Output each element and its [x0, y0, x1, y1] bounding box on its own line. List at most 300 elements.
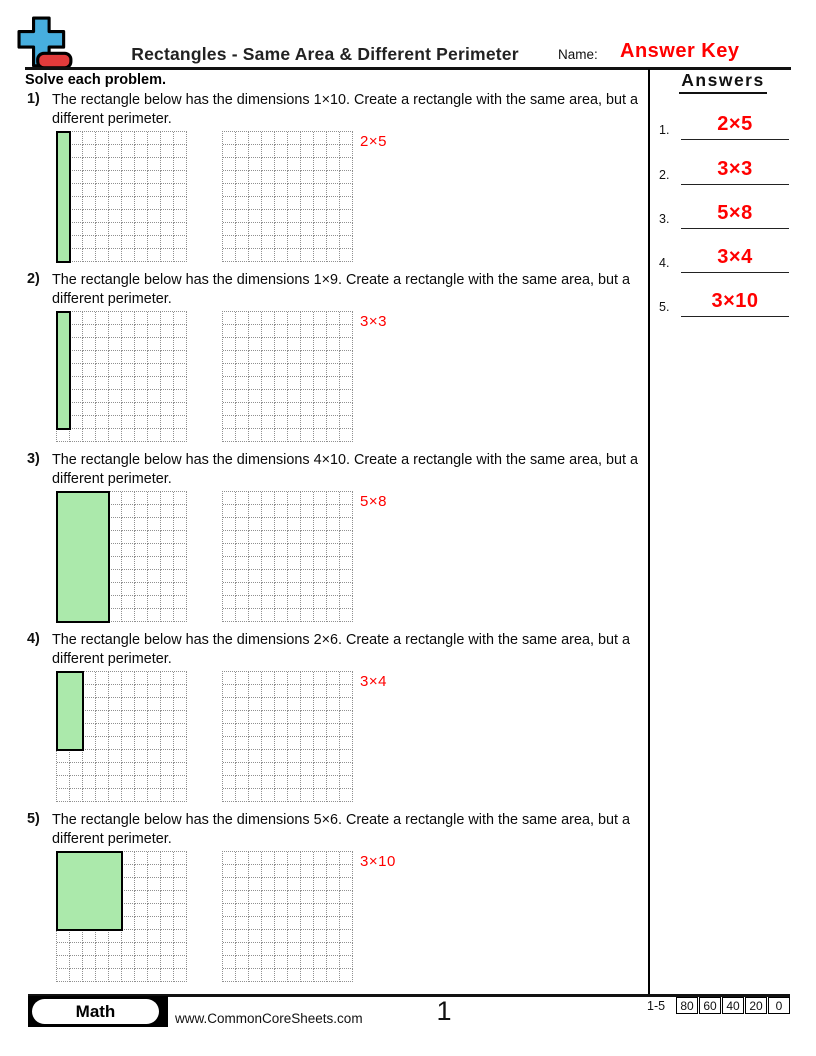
- grid-cell: [301, 865, 314, 878]
- grid-cell: [249, 197, 262, 210]
- grid-cell: [223, 338, 236, 351]
- grid-cell: [122, 750, 135, 763]
- grid-cell: [57, 969, 70, 982]
- grid-cell: [249, 570, 262, 583]
- grid-cell: [96, 312, 109, 325]
- grid-cell: [174, 492, 187, 505]
- grid-cell: [301, 171, 314, 184]
- grid-cell: [223, 557, 236, 570]
- grid-cell: [109, 223, 122, 236]
- grid-cell: [109, 570, 122, 583]
- grid-cell: [135, 197, 148, 210]
- grid-cell: [70, 416, 83, 429]
- answer-blank-line: [681, 202, 789, 229]
- grid-cell: [236, 236, 249, 249]
- grid-cell: [223, 583, 236, 596]
- problem-5: [25, 811, 640, 987]
- grid-cell: [288, 711, 301, 724]
- answer-value: 5×8: [717, 202, 753, 224]
- grid-cell: [148, 416, 161, 429]
- grid-cell: [96, 132, 109, 145]
- grid-cell: [262, 891, 275, 904]
- grid-cell: [249, 236, 262, 249]
- grid-cell: [83, 930, 96, 943]
- grid-cell: [262, 132, 275, 145]
- grid-cell: [148, 145, 161, 158]
- grid-cell: [262, 763, 275, 776]
- grid-cell: [236, 171, 249, 184]
- grid-cell: [83, 969, 96, 982]
- grid-cell: [288, 930, 301, 943]
- grid-cell: [275, 325, 288, 338]
- grid-cell: [262, 351, 275, 364]
- score-table: [676, 997, 790, 1014]
- grid-cell: [122, 583, 135, 596]
- grid-cell: [236, 878, 249, 891]
- grid-cell: [249, 429, 262, 442]
- grid-cell: [223, 969, 236, 982]
- grid-cell: [161, 865, 174, 878]
- grid-cell: [327, 544, 340, 557]
- grid-cell: [223, 158, 236, 171]
- dot-grid-empty: [222, 851, 353, 982]
- grid-cell: [327, 197, 340, 210]
- grid-cell: [275, 711, 288, 724]
- grid-cell: [174, 852, 187, 865]
- grid-cell: [161, 596, 174, 609]
- grid-cell: [288, 390, 301, 403]
- grid-cell: [301, 351, 314, 364]
- grid-cell: [249, 492, 262, 505]
- grid-cell: [249, 416, 262, 429]
- grid-cell: [148, 223, 161, 236]
- answer-value: 3×4: [717, 246, 753, 268]
- grid-cell: [96, 711, 109, 724]
- grid-cell: [301, 364, 314, 377]
- grid-cell: [249, 672, 262, 685]
- grid-cell: [340, 878, 353, 891]
- grid-cell: [340, 698, 353, 711]
- grid-cell: [275, 852, 288, 865]
- grid-cell: [249, 364, 262, 377]
- grid-cell: [70, 236, 83, 249]
- problem-number: 3): [27, 451, 40, 467]
- grid-cell: [174, 158, 187, 171]
- grid-cell: [174, 891, 187, 904]
- grid-cell: [135, 956, 148, 969]
- subject-badge-label: Math: [32, 999, 159, 1024]
- grid-cell: [122, 325, 135, 338]
- grid-cell: [340, 904, 353, 917]
- grid-cell: [135, 429, 148, 442]
- grid-cell: [288, 132, 301, 145]
- grid-cell: [223, 724, 236, 737]
- grid-cell: [340, 158, 353, 171]
- grid-cell: [262, 429, 275, 442]
- grid-cell: [340, 223, 353, 236]
- grid-cell: [327, 338, 340, 351]
- grid-cell: [223, 236, 236, 249]
- grid-cell: [301, 596, 314, 609]
- grid-cell: [288, 570, 301, 583]
- grid-cell: [340, 930, 353, 943]
- answer-row-2: [655, 151, 791, 185]
- grid-cell: [288, 698, 301, 711]
- grid-cell: [223, 698, 236, 711]
- grid-cell: [148, 184, 161, 197]
- grid-cell: [301, 609, 314, 622]
- grid-cell: [236, 210, 249, 223]
- grid-cell: [327, 145, 340, 158]
- grid-cell: [314, 917, 327, 930]
- grid-cell: [174, 210, 187, 223]
- problem-text: The rectangle below has the dimensions 2×6. Create a rectangle with the same area, but a different perimeter.: [52, 632, 630, 667]
- grid-cell: [288, 852, 301, 865]
- grid-cell: [148, 249, 161, 262]
- grid-cell: [236, 943, 249, 956]
- grid-cell: [70, 312, 83, 325]
- grid-cell: [70, 789, 83, 802]
- grid-cell: [262, 737, 275, 750]
- grid-cell: [148, 338, 161, 351]
- grid-cell: [174, 184, 187, 197]
- grid-cell: [327, 865, 340, 878]
- grid-cell: [135, 158, 148, 171]
- grid-cell: [109, 416, 122, 429]
- grid-cell: [161, 891, 174, 904]
- grid-cell: [275, 698, 288, 711]
- grid-cell: [327, 711, 340, 724]
- grid-cell: [301, 236, 314, 249]
- grid-cell: [314, 904, 327, 917]
- grid-cell: [249, 750, 262, 763]
- grid-cell: [301, 338, 314, 351]
- grid-cell: [314, 377, 327, 390]
- grid-cell: [301, 197, 314, 210]
- grid-cell: [96, 390, 109, 403]
- grid-cell: [262, 596, 275, 609]
- grid-cell: [174, 917, 187, 930]
- grid-cell: [83, 338, 96, 351]
- grid-cell: [314, 724, 327, 737]
- grid-cell: [249, 685, 262, 698]
- answer-number: 2.: [659, 168, 670, 182]
- grid-cell: [96, 429, 109, 442]
- grid-cell: [288, 249, 301, 262]
- answer-value: 3×10: [711, 290, 759, 312]
- score-cell: 0: [768, 997, 790, 1014]
- grid-cell: [288, 197, 301, 210]
- grid-cell: [83, 158, 96, 171]
- grid-cell: [174, 904, 187, 917]
- score-cell: 20: [745, 997, 767, 1014]
- grid-cell: [236, 789, 249, 802]
- grid-cell: [109, 249, 122, 262]
- grid-cell: [148, 750, 161, 763]
- grid-cell: [83, 197, 96, 210]
- grid-cell: [135, 570, 148, 583]
- answer-blank-line: [681, 113, 789, 140]
- problem-text: The rectangle below has the dimensions 1×9. Create a rectangle with the same area, but a different perimeter.: [52, 272, 630, 307]
- problem-3: [25, 451, 640, 627]
- grid-cell: [314, 544, 327, 557]
- grid-cell: [288, 364, 301, 377]
- grid-cell: [288, 672, 301, 685]
- grid-cell: [275, 390, 288, 403]
- grid-cell: [70, 390, 83, 403]
- grid-cell: [327, 351, 340, 364]
- answer-number: 4.: [659, 256, 670, 270]
- grid-cell: [327, 724, 340, 737]
- answer-row-1: [655, 106, 791, 140]
- grid-cell: [83, 325, 96, 338]
- grid-cell: [236, 518, 249, 531]
- grid-cell: [301, 685, 314, 698]
- grid-cell: [314, 789, 327, 802]
- grid-cell: [223, 685, 236, 698]
- grid-cell: [249, 158, 262, 171]
- grid-cell: [135, 685, 148, 698]
- grid-cell: [314, 145, 327, 158]
- grid-cell: [236, 249, 249, 262]
- grid-cell: [109, 789, 122, 802]
- grid-cell: [236, 596, 249, 609]
- grid-cell: [314, 429, 327, 442]
- grid-cell: [262, 724, 275, 737]
- grid-cell: [174, 416, 187, 429]
- grid-cell: [327, 609, 340, 622]
- grid-cell: [135, 312, 148, 325]
- dot-grid-with-rectangle: [56, 671, 187, 802]
- grid-cell: [161, 364, 174, 377]
- score-cell: 60: [699, 997, 721, 1014]
- grid-cell: [122, 223, 135, 236]
- grid-cell: [174, 878, 187, 891]
- answer-annotation: 3×10: [360, 853, 396, 870]
- grid-cell: [223, 750, 236, 763]
- grid-cell: [314, 969, 327, 982]
- grid-cell: [83, 236, 96, 249]
- grid-cell: [236, 429, 249, 442]
- grid-cell: [174, 557, 187, 570]
- grid-cell: [223, 184, 236, 197]
- problem-text: The rectangle below has the dimensions 5×6. Create a rectangle with the same area, but a different perimeter.: [52, 812, 630, 847]
- grid-cell: [109, 390, 122, 403]
- grid-cell: [174, 711, 187, 724]
- grid-cell: [301, 403, 314, 416]
- grid-cell: [174, 685, 187, 698]
- grid-cell: [249, 776, 262, 789]
- grid-cell: [340, 338, 353, 351]
- problem-text: The rectangle below has the dimensions 4×10. Create a rectangle with the same area, but a different perimeter.: [52, 452, 638, 487]
- grid-cell: [148, 312, 161, 325]
- grid-cell: [122, 403, 135, 416]
- grid-cell: [262, 969, 275, 982]
- grid-cell: [262, 312, 275, 325]
- grid-cell: [122, 930, 135, 943]
- grid-cell: [236, 891, 249, 904]
- name-label: Name:: [558, 47, 598, 62]
- grid-cell: [122, 865, 135, 878]
- grid-cell: [275, 904, 288, 917]
- grid-cell: [275, 197, 288, 210]
- grid-cell: [122, 557, 135, 570]
- grid-cell: [236, 969, 249, 982]
- grid-cell: [314, 338, 327, 351]
- grid-cell: [327, 583, 340, 596]
- grid-cell: [83, 312, 96, 325]
- grid-cell: [161, 943, 174, 956]
- grid-cell: [148, 132, 161, 145]
- grid-cell: [301, 750, 314, 763]
- grid-cell: [109, 711, 122, 724]
- grid-cell: [96, 750, 109, 763]
- grid-cell: [301, 416, 314, 429]
- grid-cell: [288, 223, 301, 236]
- grid-cell: [161, 132, 174, 145]
- grid-cell: [340, 249, 353, 262]
- grid-cell: [122, 956, 135, 969]
- grid-cell: [262, 917, 275, 930]
- grid-cell: [262, 364, 275, 377]
- grid-cell: [161, 776, 174, 789]
- grid-cell: [174, 325, 187, 338]
- grid-cell: [340, 852, 353, 865]
- grid-cell: [96, 171, 109, 184]
- grid-cell: [275, 570, 288, 583]
- grid-cell: [109, 338, 122, 351]
- grid-cell: [70, 930, 83, 943]
- grid-cell: [161, 158, 174, 171]
- grid-cell: [109, 197, 122, 210]
- grid-cell: [96, 776, 109, 789]
- grid-cell: [135, 943, 148, 956]
- grid-cell: [327, 158, 340, 171]
- grid-cell: [249, 184, 262, 197]
- grid-cell: [327, 557, 340, 570]
- grid-cell: [314, 390, 327, 403]
- grid-cell: [249, 930, 262, 943]
- grid-cell: [249, 377, 262, 390]
- grid-cell: [161, 544, 174, 557]
- grid-cell: [122, 531, 135, 544]
- grid-cell: [148, 570, 161, 583]
- grid-cell: [174, 223, 187, 236]
- problem-4: [25, 631, 640, 807]
- grid-cell: [83, 943, 96, 956]
- grid-cell: [122, 672, 135, 685]
- grid-cell: [135, 930, 148, 943]
- grid-cell: [122, 197, 135, 210]
- grid-cell: [109, 171, 122, 184]
- grid-cell: [135, 403, 148, 416]
- grid-cell: [262, 158, 275, 171]
- grid-cell: [288, 583, 301, 596]
- grid-cell: [109, 236, 122, 249]
- grid-cell: [148, 852, 161, 865]
- grid-cell: [275, 865, 288, 878]
- grid-cell: [57, 956, 70, 969]
- grid-cell: [327, 943, 340, 956]
- grid-cell: [327, 596, 340, 609]
- grid-cell: [135, 210, 148, 223]
- grid-cell: [223, 249, 236, 262]
- grid-cell: [275, 184, 288, 197]
- grid-cell: [135, 364, 148, 377]
- grid-cell: [122, 698, 135, 711]
- grid-cell: [340, 956, 353, 969]
- grid-cell: [109, 158, 122, 171]
- grid-cell: [288, 865, 301, 878]
- grid-cell: [161, 711, 174, 724]
- subject-badge: [28, 996, 168, 1027]
- grid-cell: [301, 132, 314, 145]
- grid-cell: [314, 364, 327, 377]
- grid-cell: [70, 132, 83, 145]
- grid-cell: [249, 969, 262, 982]
- grid-cell: [275, 750, 288, 763]
- grid-cell: [340, 583, 353, 596]
- grid-cell: [223, 609, 236, 622]
- grid-cell: [327, 763, 340, 776]
- grid-cell: [262, 776, 275, 789]
- grid-cell: [83, 390, 96, 403]
- grid-cell: [301, 917, 314, 930]
- grid-cell: [109, 776, 122, 789]
- grid-cell: [174, 583, 187, 596]
- grid-cell: [96, 351, 109, 364]
- grid-cell: [236, 685, 249, 698]
- grid-cell: [327, 184, 340, 197]
- grid-cell: [262, 570, 275, 583]
- grid-cell: [288, 505, 301, 518]
- grid-cell: [275, 724, 288, 737]
- grid-cell: [262, 390, 275, 403]
- grid-cell: [135, 891, 148, 904]
- grid-cell: [70, 158, 83, 171]
- grid-cell: [135, 325, 148, 338]
- grid-cell: [314, 518, 327, 531]
- grid-cell: [327, 878, 340, 891]
- grid-cell: [314, 492, 327, 505]
- answer-annotation: 3×3: [360, 313, 387, 330]
- grid-cell: [148, 865, 161, 878]
- grid-cell: [122, 917, 135, 930]
- grid-cell: [223, 865, 236, 878]
- grid-cell: [340, 672, 353, 685]
- grid-cell: [135, 249, 148, 262]
- grid-cell: [262, 750, 275, 763]
- grid-cell: [314, 852, 327, 865]
- grid-cell: [327, 492, 340, 505]
- grid-cell: [223, 429, 236, 442]
- grid-cell: [314, 132, 327, 145]
- grid-cell: [148, 904, 161, 917]
- grid-cell: [262, 943, 275, 956]
- grid-cell: [275, 891, 288, 904]
- grid-cell: [174, 750, 187, 763]
- grid-cell: [122, 312, 135, 325]
- grid-cell: [96, 210, 109, 223]
- grid-cell: [288, 776, 301, 789]
- grid-cell: [148, 583, 161, 596]
- grid-cell: [314, 878, 327, 891]
- problem-number: 1): [27, 91, 40, 107]
- grid-cell: [236, 956, 249, 969]
- grid-cell: [301, 145, 314, 158]
- grid-cell: [288, 737, 301, 750]
- grid-cell: [262, 930, 275, 943]
